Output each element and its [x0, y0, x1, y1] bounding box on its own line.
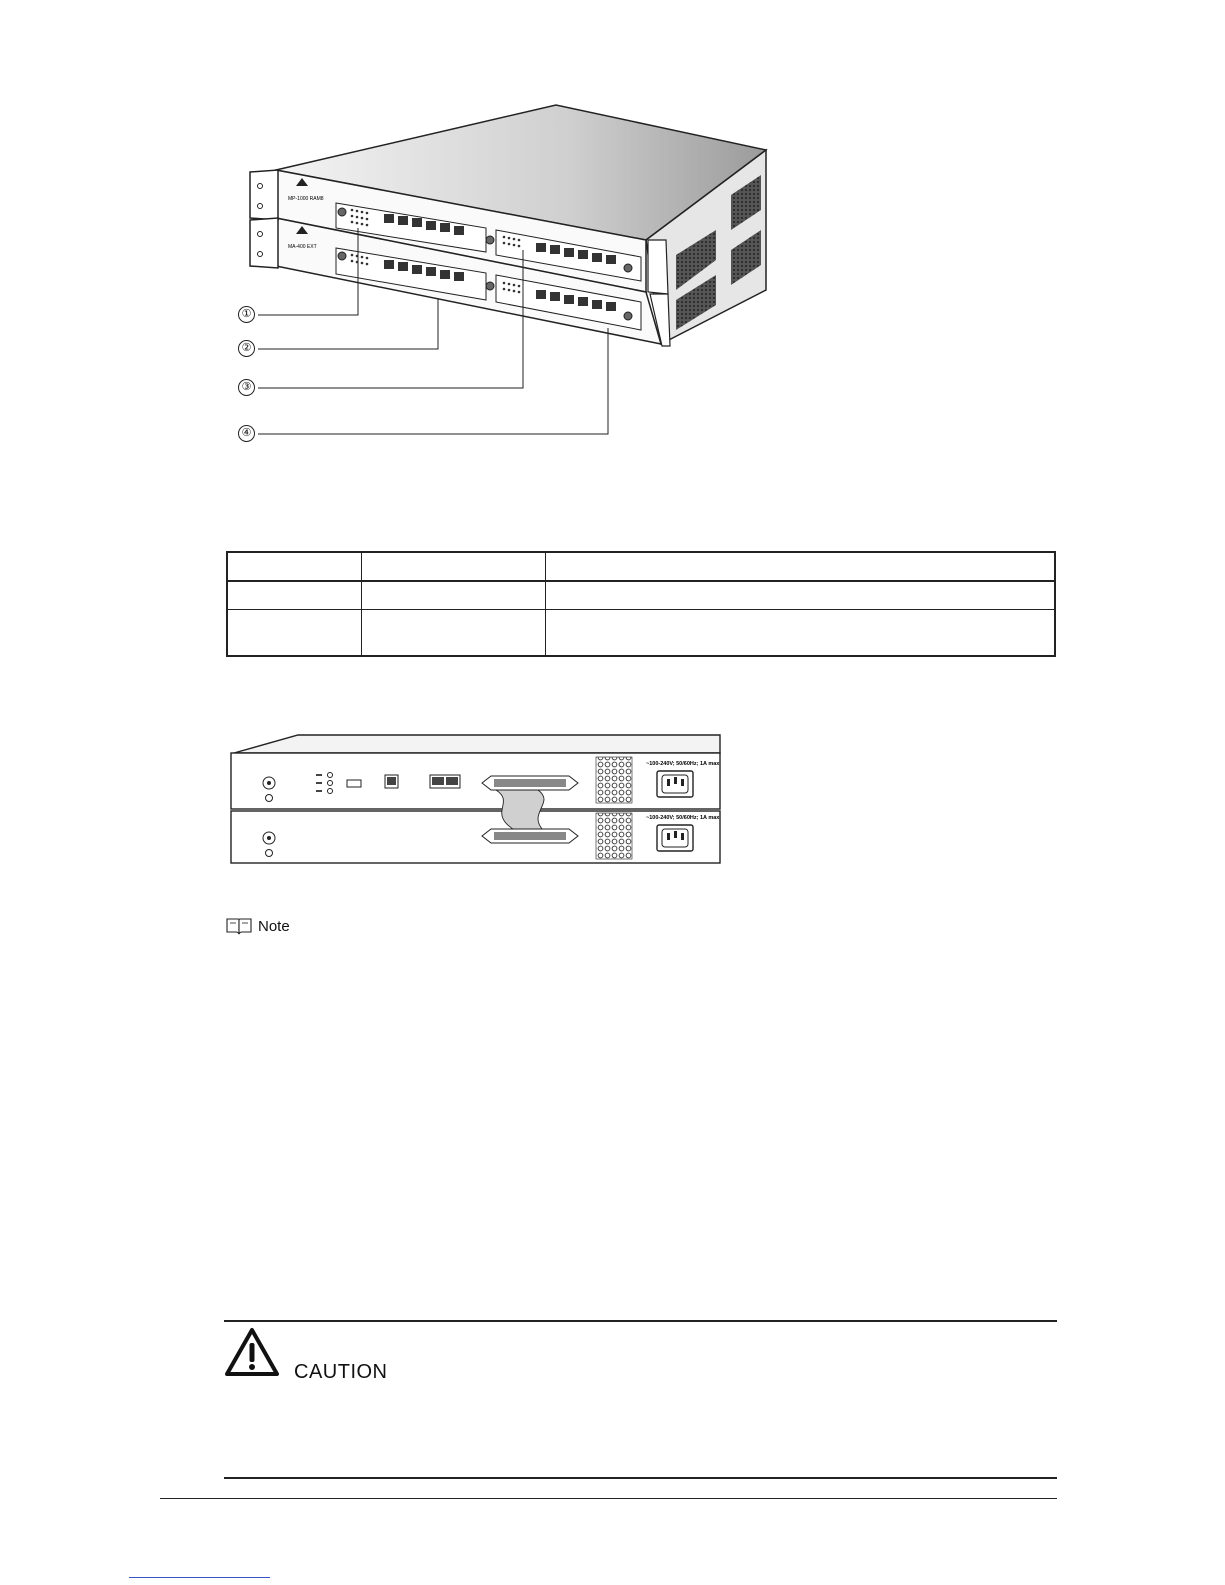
warning-triangle-icon: [224, 1327, 280, 1377]
caution-label: CAUTION: [294, 1361, 388, 1383]
callout-1: ①: [238, 306, 255, 323]
callout-4: ④: [238, 425, 255, 442]
callout-2: ②: [238, 340, 255, 357]
book-icon: [226, 917, 252, 935]
table-cell: [362, 581, 546, 610]
table-header-cell: [362, 552, 546, 581]
table-row: [227, 610, 1055, 657]
front-view-figure: [236, 100, 776, 450]
table-cell: [227, 610, 362, 657]
footer-rule: [160, 1498, 1057, 1499]
upper-panel-label: MP-1000 RAM8: [288, 196, 324, 202]
table-cell: [546, 581, 1056, 610]
rear-view-figure: [226, 733, 726, 868]
table-row: [227, 581, 1055, 610]
table-cell: [546, 610, 1056, 657]
table-header-row: [227, 552, 1055, 581]
table-header-cell: [227, 552, 362, 581]
lower-power-label: ~100-240V; 50/60Hz; 1A max: [646, 815, 720, 821]
table-cell: [227, 581, 362, 610]
callout-3: ③: [238, 379, 255, 396]
table-cell: [362, 610, 546, 657]
lower-panel-label: MA-400 EXT: [288, 244, 317, 250]
ports-table: [226, 551, 1056, 657]
caution-bottom-rule: [224, 1477, 1057, 1479]
footer-link-underline: [129, 1577, 270, 1578]
table-header-cell: [546, 552, 1056, 581]
note-label: Note: [258, 918, 290, 935]
caution-top-rule: [224, 1320, 1057, 1322]
upper-power-label: ~100-240V; 50/60Hz; 1A max: [646, 761, 720, 767]
